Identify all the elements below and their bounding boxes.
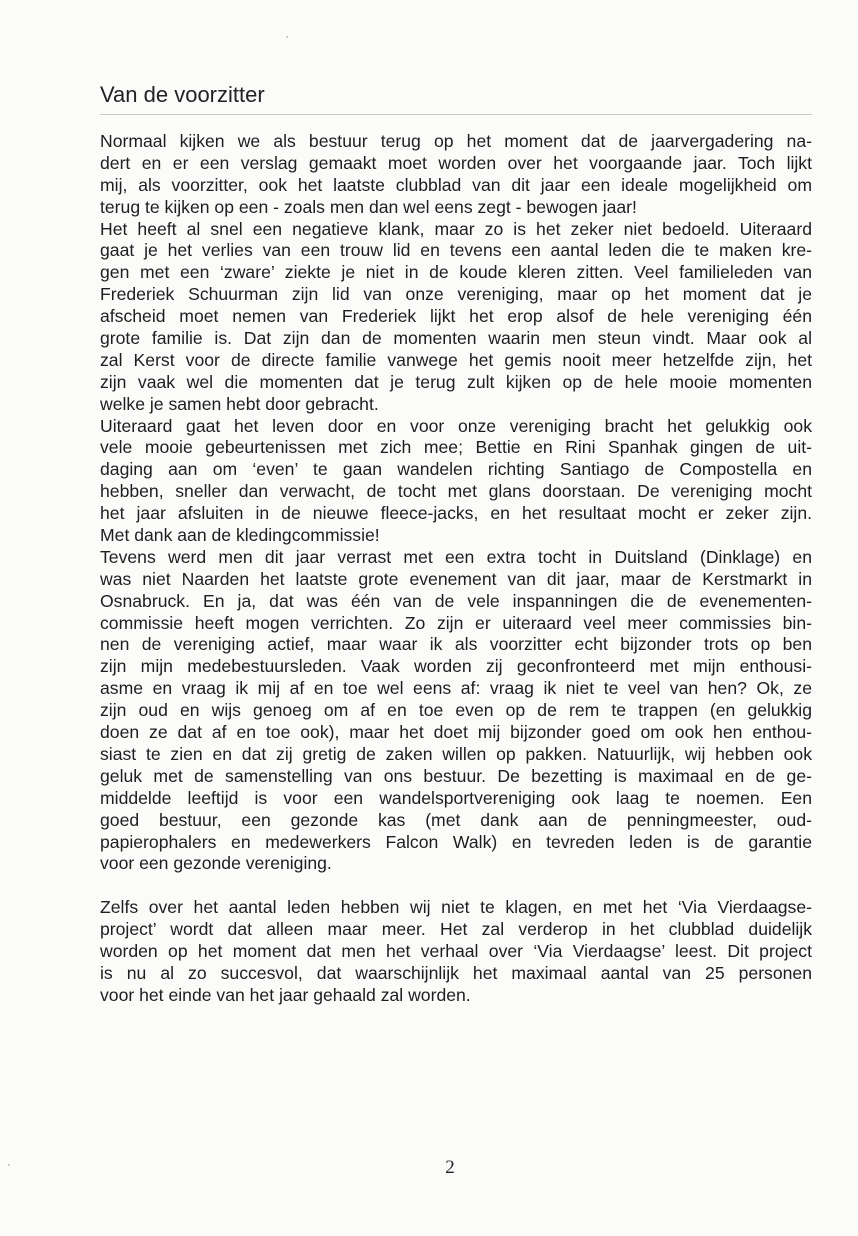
body-line: vele mooie gebeurtenissen met zich mee; Bettie en Rini Spanhak gingen de uit- [100,437,812,458]
body-line: welke je samen hebt door gebracht. [100,393,379,414]
body-line: het jaar afsluiten in de nieuwe fleece-jacks, en het resultaat mocht er zeker zijn. [100,503,812,524]
body-line: mij, als voorzitter, ook het laatste clubblad van dit jaar een ideale mogelijkheid om [100,174,812,195]
page-number: 2 [445,1157,455,1178]
body-line: commissie heeft mogen verrichten. Zo zijn er uiteraard veel meer commissies bin- [100,612,812,633]
body-line: Osnabruck. En ja, dat was één van de vele inspanningen die de evenementen- [100,590,812,611]
body-line: nen de vereniging actief, maar waar ik als voorzitter echt bijzonder trots op ben [100,634,812,655]
body-line: middelde leeftijd is voor een wandelsportvereniging ook laag te noemen. Een [100,787,812,808]
body-line: hebben, sneller dan verwacht, de tocht met glans doorstaan. De vereniging mocht [100,481,812,502]
body-line: Frederiek Schuurman zijn lid van onze vereniging, maar op het moment dat je [100,284,812,305]
body-line: gen met een ‘zware’ ziekte je niet in de koude kleren zitten. Veel familieleden van [100,262,812,283]
body-line: project’ wordt dat alleen maar meer. Het zal verderop in het clubblad duidelijk [100,919,812,940]
scan-speck [8,1164,10,1166]
article-body [100,131,812,1007]
heading-rule [100,114,812,115]
scan-speck [286,36,288,38]
body-line: was niet Naarden het laatste grote evenement van dit jaar, maar de Kerstmarkt in [100,568,812,589]
body-line: gaat je het verlies van een trouw lid en tevens een aantal leden die te maken kre- [100,240,812,261]
body-line: zal Kerst voor de directe familie vanwege het gemis nooit meer hetzelfde zijn, het [100,349,812,370]
body-line: zijn oud en wijs genoeg om af en toe even op de rem te trappen (en gelukkig [100,700,812,721]
body-line: voor het einde van het jaar gehaald zal worden. [100,984,471,1005]
body-line: zijn mijn medebestuursleden. Vaak worden zij geconfronteerd met mijn enthousi- [100,656,812,677]
body-line: papierophalers en medewerkers Falcon Walk) en tevreden leden is de garantie [100,831,812,852]
body-line: is nu al zo succesvol, dat waarschijnlijk het maximaal aantal van 25 personen [100,962,812,983]
body-line: siast te zien en dat zij gretig de zaken willen op pakken. Natuurlijk, wij hebben ook [100,743,812,764]
body-line: Normaal kijken we als bestuur terug op het moment dat de jaarvergadering na- [100,131,812,151]
body-line: Tevens werd men dit jaar verrast met een extra tocht in Duitsland (Dinklage) en [100,546,812,567]
body-line: daging aan om ‘even’ te gaan wandelen richting Santiago de Compostella en [100,459,812,480]
article-heading: Van de voorzitter [100,82,265,107]
body-line: Zelfs over het aantal leden hebben wij niet te klagen, en met het ‘Via Vierdaagse- [100,897,812,918]
body-line: afscheid moet nemen van Frederiek lijkt het erop alsof de hele vereniging één [100,306,812,327]
body-line: Met dank aan de kledingcommissie! [100,525,380,546]
body-line: goed bestuur, een gezonde kas (met dank aan de penningmeester, oud- [100,809,812,830]
body-line: voor een gezonde vereniging. [100,853,332,874]
paragraph-gap [100,875,812,897]
body-line: terug te kijken op een - zoals men dan wel eens zegt - bewogen jaar! [100,196,637,217]
body-line: geluk met de samenstelling van ons bestuur. De bezetting is maximaal en de ge- [100,765,812,786]
body-line: doen ze dat af en toe ook), maar het doet mij bijzonder goed om ook hen enthou- [100,722,812,743]
body-line: grote familie is. Dat zijn dan de momenten waarin men steun vindt. Maar ook al [100,328,812,349]
body-line: zijn vaak wel die momenten dat je terug zult kijken op de hele mooie momenten [100,371,812,392]
body-line: worden op het moment dat men het verhaal over ‘Via Vierdaagse’ leest. Dit project [100,940,812,961]
body-line: dert en er een verslag gemaakt moet worden over het voorgaande jaar. Toch lijkt [100,152,812,173]
body-line: asme en vraag ik mij af en toe wel eens af: vraag ik niet te veel van hen? Ok, ze [100,678,812,699]
body-line: Het heeft al snel een negatieve klank, maar zo is het zeker niet bedoeld. Uiteraard [100,218,812,239]
body-line: Uiteraard gaat het leven door en voor onze vereniging bracht het gelukkig ook [100,415,812,436]
